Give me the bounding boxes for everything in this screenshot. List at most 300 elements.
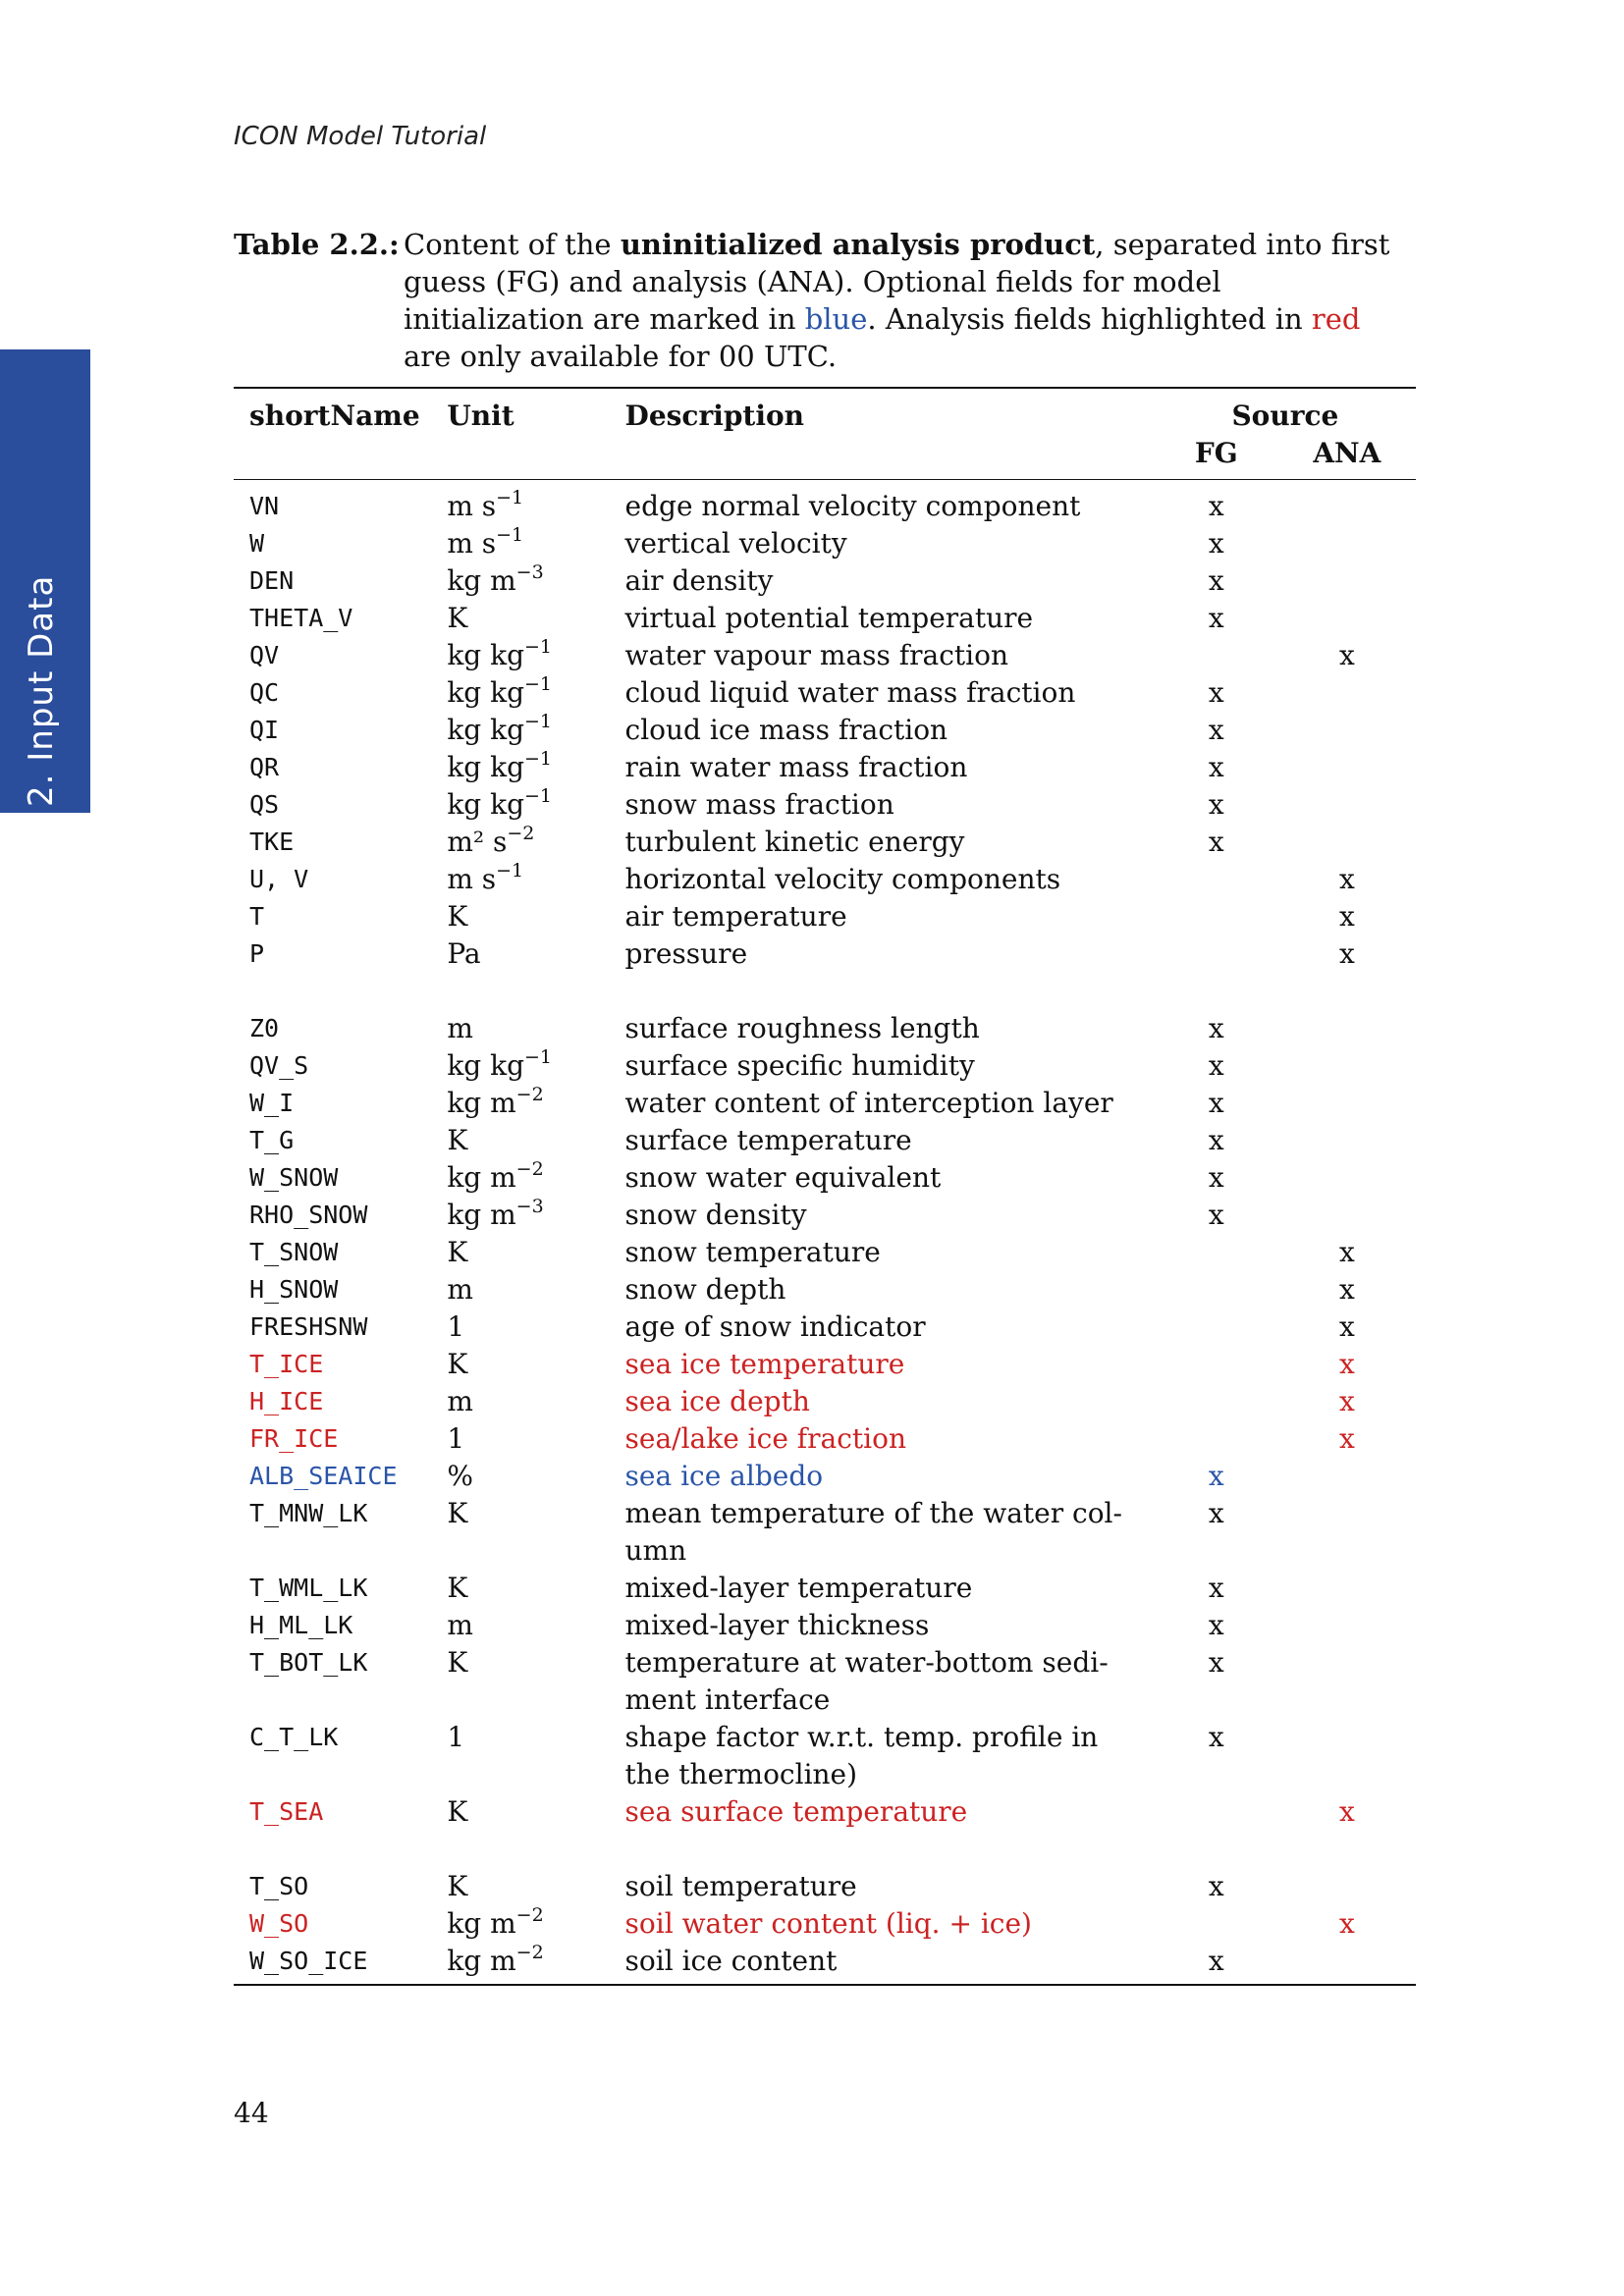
- description-text: sea ice temperature: [624, 1348, 905, 1380]
- unit-text: kg kg: [447, 751, 524, 783]
- table-row: [234, 1420, 1416, 1458]
- description-text: age of snow indicator: [624, 1310, 926, 1343]
- cell-fg: x: [1208, 1609, 1224, 1641]
- chapter-side-tab: [0, 349, 90, 813]
- cell-shortname: T: [249, 902, 265, 931]
- table-row: [234, 824, 1416, 861]
- table-row: [234, 1271, 1416, 1308]
- table-row: [234, 1905, 1416, 1943]
- cell-description: [625, 1197, 1155, 1234]
- caption-text-4: are only available for 00 UTC.: [404, 340, 838, 373]
- table-row: [234, 600, 1416, 637]
- unit-exponent: −1: [496, 860, 524, 881]
- cell-shortname: W_SO: [249, 1909, 309, 1938]
- unit-text: kg kg: [447, 676, 524, 709]
- cell-fg: x: [1208, 1049, 1224, 1082]
- cell-shortname: P: [249, 939, 265, 968]
- cell-unit: [447, 600, 624, 637]
- unit-text: kg kg: [447, 1049, 524, 1082]
- cell-shortname: T_SNOW: [249, 1238, 339, 1266]
- cell-ana: [1278, 824, 1416, 861]
- description-text: soil ice content: [624, 1945, 838, 1977]
- cell-fg: x: [1208, 1012, 1224, 1044]
- cell-fg: [1155, 898, 1278, 935]
- cell-shortname: FR_ICE: [249, 1424, 339, 1453]
- cell-unit: [447, 1308, 624, 1346]
- cell-fg: [1155, 1383, 1278, 1420]
- chapter-side-tab-label: 2. Input Data: [22, 574, 61, 807]
- unit-text: m: [447, 1609, 473, 1641]
- cell-description: [625, 1868, 1155, 1905]
- cell-shortname: T_SEA: [249, 1797, 324, 1826]
- caption-text-3: . Analysis fields highlighted in: [867, 302, 1312, 336]
- description-text: sea surface temperature: [624, 1795, 968, 1828]
- cell-unit: [447, 1905, 624, 1943]
- cell-fg: x: [1208, 1497, 1224, 1529]
- unit-exponent: −2: [515, 1158, 544, 1180]
- description-text-continued: umn: [624, 1534, 687, 1567]
- cell-ana: [1278, 786, 1416, 824]
- table-row: [234, 1346, 1416, 1383]
- unit-text: K: [447, 1236, 468, 1268]
- cell-ana: x: [1338, 1310, 1355, 1343]
- cell-shortname: H_ML_LK: [249, 1611, 353, 1639]
- unit-exponent: −1: [524, 673, 553, 695]
- cell-shortname: THETA_V: [249, 604, 353, 632]
- unit-text: 1: [447, 1310, 465, 1343]
- cell-ana: [1278, 1197, 1416, 1234]
- cell-unit: [447, 1197, 624, 1234]
- cell-ana: x: [1338, 1907, 1355, 1940]
- cell-fg: x: [1208, 1870, 1224, 1902]
- cell-shortname: W_SO_ICE: [249, 1947, 368, 1975]
- cell-ana: [1278, 1570, 1416, 1607]
- cell-description: [625, 1010, 1155, 1047]
- table-row: [234, 1122, 1416, 1159]
- unit-exponent: −2: [515, 1084, 544, 1105]
- unit-text: kg m: [447, 1945, 516, 1977]
- cell-shortname: W_I: [249, 1089, 295, 1117]
- cell-unit: [447, 712, 624, 749]
- cell-description: [625, 824, 1155, 861]
- table-row: [234, 674, 1416, 712]
- table-row: [234, 1458, 1416, 1495]
- description-text: mixed-layer thickness: [624, 1609, 930, 1641]
- cell-ana: [1278, 480, 1416, 526]
- cell-description: [625, 1905, 1155, 1943]
- unit-text: 1: [447, 1422, 465, 1455]
- cell-ana: x: [1338, 1795, 1355, 1828]
- unit-text: m: [447, 1385, 473, 1417]
- cell-ana: [1278, 1719, 1416, 1793]
- unit-exponent: −1: [524, 636, 553, 658]
- description-text: water content of interception layer: [624, 1087, 1113, 1119]
- unit-text: m: [447, 1012, 473, 1044]
- cell-description: [625, 1793, 1155, 1831]
- caption-bold: uninitialized analysis product: [620, 228, 1096, 261]
- description-text: surface specific humidity: [624, 1049, 975, 1082]
- cell-ana: [1278, 1159, 1416, 1197]
- table-row: [234, 1793, 1416, 1831]
- cell-ana: [1278, 525, 1416, 562]
- unit-text: m² s: [447, 826, 508, 858]
- description-text: snow water equivalent: [624, 1161, 942, 1194]
- cell-unit: [447, 824, 624, 861]
- cell-fg: x: [1208, 788, 1224, 821]
- table-row: [234, 1197, 1416, 1234]
- cell-shortname: VN: [249, 492, 280, 520]
- unit-text: K: [447, 1572, 468, 1604]
- header-fg: FG: [1194, 436, 1238, 469]
- caption-text-1: Content of the: [404, 228, 621, 261]
- cell-description: [625, 1458, 1155, 1495]
- cell-shortname: RHO_SNOW: [249, 1201, 368, 1229]
- unit-text: m: [447, 1273, 473, 1306]
- cell-unit: [447, 1420, 624, 1458]
- unit-exponent: −2: [507, 823, 535, 844]
- description-text: turbulent kinetic energy: [624, 826, 965, 858]
- cell-shortname: QS: [249, 790, 280, 819]
- table-row: [234, 1234, 1416, 1271]
- unit-text: kg m: [447, 1199, 516, 1231]
- table-row: [234, 1868, 1416, 1905]
- unit-exponent: −2: [515, 1904, 544, 1926]
- table-row: [234, 1159, 1416, 1197]
- cell-unit: [447, 861, 624, 898]
- unit-exponent: −3: [515, 561, 544, 583]
- cell-description: [625, 1346, 1155, 1383]
- cell-description: [625, 1420, 1155, 1458]
- cell-unit: [447, 674, 624, 712]
- description-text: cloud ice mass fraction: [624, 714, 948, 746]
- cell-unit: [447, 1793, 624, 1831]
- cell-ana: [1278, 674, 1416, 712]
- cell-description: [625, 674, 1155, 712]
- unit-text: Pa: [447, 937, 481, 970]
- cell-shortname: T_ICE: [249, 1350, 324, 1378]
- description-text: sea ice depth: [624, 1385, 810, 1417]
- unit-text: m s: [447, 863, 497, 895]
- unit-text: kg m: [447, 1087, 516, 1119]
- cell-unit: [447, 898, 624, 935]
- cell-unit: [447, 525, 624, 562]
- cell-ana: x: [1338, 1422, 1355, 1455]
- unit-text: m s: [447, 527, 497, 560]
- description-text: air density: [624, 564, 774, 597]
- cell-unit: [447, 935, 624, 973]
- table-row: [234, 1047, 1416, 1085]
- description-text: mean temperature of the water col-: [624, 1497, 1122, 1529]
- cell-fg: [1155, 637, 1278, 674]
- table-caption: [234, 226, 1410, 375]
- cell-shortname: C_T_LK: [249, 1723, 339, 1751]
- cell-unit: [447, 749, 624, 786]
- caption-blue-word: blue: [804, 302, 868, 336]
- unit-exponent: −1: [524, 1046, 553, 1068]
- cell-description: [625, 1644, 1155, 1719]
- description-text: edge normal velocity component: [624, 490, 1081, 522]
- cell-fg: x: [1208, 1646, 1224, 1679]
- running-head: ICON Model Tutorial: [234, 122, 487, 151]
- header-shortname: shortName: [249, 399, 420, 432]
- caption-text-2: , separated into first guess (FG) and analysis (ANA). Optional fields for model initialization are marked in: [404, 228, 1390, 336]
- cell-unit: [447, 637, 624, 674]
- unit-text: 1: [447, 1721, 465, 1753]
- cell-description: [625, 480, 1155, 526]
- cell-shortname: QR: [249, 753, 280, 781]
- unit-text: %: [447, 1460, 473, 1492]
- description-text: mixed-layer temperature: [624, 1572, 973, 1604]
- cell-shortname: FRESHSNW: [249, 1312, 368, 1341]
- cell-shortname: U, V: [249, 865, 309, 893]
- cell-ana: [1278, 749, 1416, 786]
- cell-fg: [1155, 1905, 1278, 1943]
- cell-fg: x: [1208, 1161, 1224, 1194]
- table-row: [234, 1943, 1416, 1985]
- description-text: pressure: [624, 937, 748, 970]
- cell-unit: [447, 1607, 624, 1644]
- cell-description: [625, 935, 1155, 973]
- cell-fg: [1155, 1271, 1278, 1308]
- cell-shortname: TKE: [249, 828, 295, 856]
- unit-text: K: [447, 602, 468, 634]
- cell-ana: [1278, 1495, 1416, 1570]
- cell-unit: [447, 1383, 624, 1420]
- description-text: air temperature: [624, 900, 847, 933]
- cell-description: [625, 749, 1155, 786]
- unit-text: K: [447, 1795, 468, 1828]
- cell-unit: [447, 1085, 624, 1122]
- description-text: water vapour mass fraction: [624, 639, 1009, 671]
- cell-description: [625, 712, 1155, 749]
- cell-fg: x: [1208, 1721, 1224, 1753]
- header-source: Source: [1231, 399, 1339, 432]
- unit-text: K: [447, 900, 468, 933]
- description-text: vertical velocity: [624, 527, 847, 560]
- cell-description: [625, 637, 1155, 674]
- cell-shortname: QI: [249, 716, 280, 744]
- table-row: [234, 861, 1416, 898]
- cell-description: [625, 1719, 1155, 1793]
- description-text: rain water mass fraction: [624, 751, 968, 783]
- description-text: snow mass fraction: [624, 788, 894, 821]
- cell-ana: [1278, 562, 1416, 600]
- cell-unit: [447, 1271, 624, 1308]
- table-row: [234, 480, 1416, 526]
- table-row: [234, 637, 1416, 674]
- description-text: surface roughness length: [624, 1012, 980, 1044]
- cell-shortname: DEN: [249, 566, 295, 595]
- unit-exponent: −2: [515, 1942, 544, 1963]
- caption-red-word: red: [1311, 302, 1361, 336]
- table-row: [234, 562, 1416, 600]
- cell-unit: [447, 1122, 624, 1159]
- cell-shortname: H_ICE: [249, 1387, 324, 1415]
- cell-shortname: T_SO: [249, 1872, 309, 1900]
- cell-description: [625, 1047, 1155, 1085]
- cell-unit: [447, 1943, 624, 1985]
- cell-shortname: T_BOT_LK: [249, 1648, 368, 1677]
- unit-text: kg m: [447, 1907, 516, 1940]
- table-row: [234, 935, 1416, 973]
- cell-shortname: ALB_SEAICE: [249, 1462, 398, 1490]
- cell-description: [625, 600, 1155, 637]
- unit-exponent: −1: [524, 711, 553, 732]
- description-text: shape factor w.r.t. temp. profile in: [624, 1721, 1099, 1753]
- cell-fg: x: [1208, 1945, 1224, 1977]
- cell-ana: x: [1338, 1348, 1355, 1380]
- header-description: Description: [624, 399, 805, 432]
- cell-unit: [447, 1159, 624, 1197]
- cell-ana: [1278, 1868, 1416, 1905]
- cell-fg: [1155, 1234, 1278, 1271]
- cell-unit: [447, 480, 624, 526]
- cell-fg: x: [1208, 1572, 1224, 1604]
- cell-fg: x: [1208, 826, 1224, 858]
- cell-ana: [1278, 1010, 1416, 1047]
- cell-description: [625, 1943, 1155, 1985]
- cell-shortname: T_MNW_LK: [249, 1499, 368, 1527]
- cell-description: [625, 1308, 1155, 1346]
- table-row: [234, 1570, 1416, 1607]
- unit-text: m s: [447, 490, 497, 522]
- description-text: sea/lake ice fraction: [624, 1422, 907, 1455]
- cell-shortname: QV: [249, 641, 280, 669]
- description-text: cloud liquid water mass fraction: [624, 676, 1076, 709]
- cell-description: [625, 1607, 1155, 1644]
- cell-ana: x: [1338, 863, 1355, 895]
- cell-shortname: QC: [249, 678, 280, 707]
- table-row: [234, 1383, 1416, 1420]
- cell-description: [625, 861, 1155, 898]
- cell-fg: x: [1208, 676, 1224, 709]
- unit-text: kg kg: [447, 639, 524, 671]
- cell-fg: x: [1208, 490, 1224, 522]
- cell-ana: [1278, 1458, 1416, 1495]
- description-text-continued: ment interface: [624, 1683, 831, 1716]
- cell-unit: [447, 1495, 624, 1570]
- table-row: [234, 1495, 1416, 1570]
- cell-unit: [447, 1570, 624, 1607]
- cell-description: [625, 562, 1155, 600]
- cell-ana: [1278, 1644, 1416, 1719]
- cell-fg: [1155, 861, 1278, 898]
- cell-ana: [1278, 1943, 1416, 1985]
- cell-description: [625, 1495, 1155, 1570]
- fields-table: [234, 387, 1416, 1986]
- table-row: [234, 1719, 1416, 1793]
- description-text: soil water content (liq. + ice): [624, 1907, 1032, 1940]
- cell-ana: x: [1338, 1236, 1355, 1268]
- cell-unit: [447, 1234, 624, 1271]
- cell-description: [625, 1271, 1155, 1308]
- unit-text: K: [447, 1870, 468, 1902]
- cell-description: [625, 1122, 1155, 1159]
- cell-description: [625, 1383, 1155, 1420]
- unit-exponent: −1: [524, 785, 553, 807]
- group-spacer: [234, 973, 1416, 1010]
- cell-shortname: T_G: [249, 1126, 295, 1154]
- table-row: [234, 1644, 1416, 1719]
- table-header: [234, 388, 1416, 480]
- unit-exponent: −1: [524, 748, 553, 770]
- caption-body: [404, 226, 1410, 375]
- header-ana: ANA: [1313, 436, 1381, 469]
- description-text: snow density: [624, 1199, 807, 1231]
- cell-unit: [447, 562, 624, 600]
- cell-description: [625, 1085, 1155, 1122]
- unit-text: kg kg: [447, 714, 524, 746]
- header-unit: Unit: [447, 399, 514, 432]
- table-row: [234, 898, 1416, 935]
- cell-fg: [1155, 935, 1278, 973]
- cell-shortname: H_SNOW: [249, 1275, 339, 1304]
- cell-fg: [1155, 1420, 1278, 1458]
- table-row: [234, 1085, 1416, 1122]
- description-text: temperature at water-bottom sedi-: [624, 1646, 1109, 1679]
- unit-text: K: [447, 1348, 468, 1380]
- table-row: [234, 712, 1416, 749]
- header-row-2: [234, 434, 1416, 480]
- cell-ana: x: [1338, 937, 1355, 970]
- unit-text: kg m: [447, 1161, 516, 1194]
- table-row: [234, 749, 1416, 786]
- description-text: soil temperature: [624, 1870, 857, 1902]
- cell-unit: [447, 1644, 624, 1719]
- description-text: sea ice albedo: [624, 1460, 824, 1492]
- cell-shortname: W: [249, 529, 265, 558]
- cell-description: [625, 786, 1155, 824]
- description-text: horizontal velocity components: [624, 863, 1061, 895]
- table-row: [234, 786, 1416, 824]
- cell-description: [625, 1570, 1155, 1607]
- cell-description: [625, 1234, 1155, 1271]
- cell-ana: x: [1338, 639, 1355, 671]
- cell-unit: [447, 1868, 624, 1905]
- unit-exponent: −1: [496, 487, 524, 508]
- cell-unit: [447, 1719, 624, 1793]
- unit-exponent: −3: [515, 1196, 544, 1217]
- cell-shortname: W_SNOW: [249, 1163, 339, 1192]
- cell-fg: x: [1208, 527, 1224, 560]
- cell-description: [625, 898, 1155, 935]
- cell-ana: [1278, 712, 1416, 749]
- cell-ana: [1278, 1047, 1416, 1085]
- cell-unit: [447, 1346, 624, 1383]
- cell-description: [625, 525, 1155, 562]
- caption-label: Table 2.2.:: [234, 228, 400, 261]
- unit-text: kg m: [447, 564, 516, 597]
- group-spacer: [234, 1831, 1416, 1868]
- cell-ana: x: [1338, 1385, 1355, 1417]
- table-row: [234, 1607, 1416, 1644]
- cell-fg: x: [1208, 1087, 1224, 1119]
- table-body: [234, 480, 1416, 1986]
- cell-fg: x: [1208, 714, 1224, 746]
- cell-shortname: T_WML_LK: [249, 1574, 368, 1602]
- table-row: [234, 525, 1416, 562]
- unit-text: K: [447, 1646, 468, 1679]
- unit-exponent: −1: [496, 524, 524, 546]
- cell-ana: [1278, 600, 1416, 637]
- description-text-continued: the thermocline): [624, 1758, 858, 1790]
- cell-fg: x: [1208, 564, 1224, 597]
- description-text: virtual potential temperature: [624, 602, 1034, 634]
- cell-fg: x: [1208, 1460, 1224, 1492]
- cell-unit: [447, 1010, 624, 1047]
- table-row: [234, 1010, 1416, 1047]
- description-text: surface temperature: [624, 1124, 912, 1156]
